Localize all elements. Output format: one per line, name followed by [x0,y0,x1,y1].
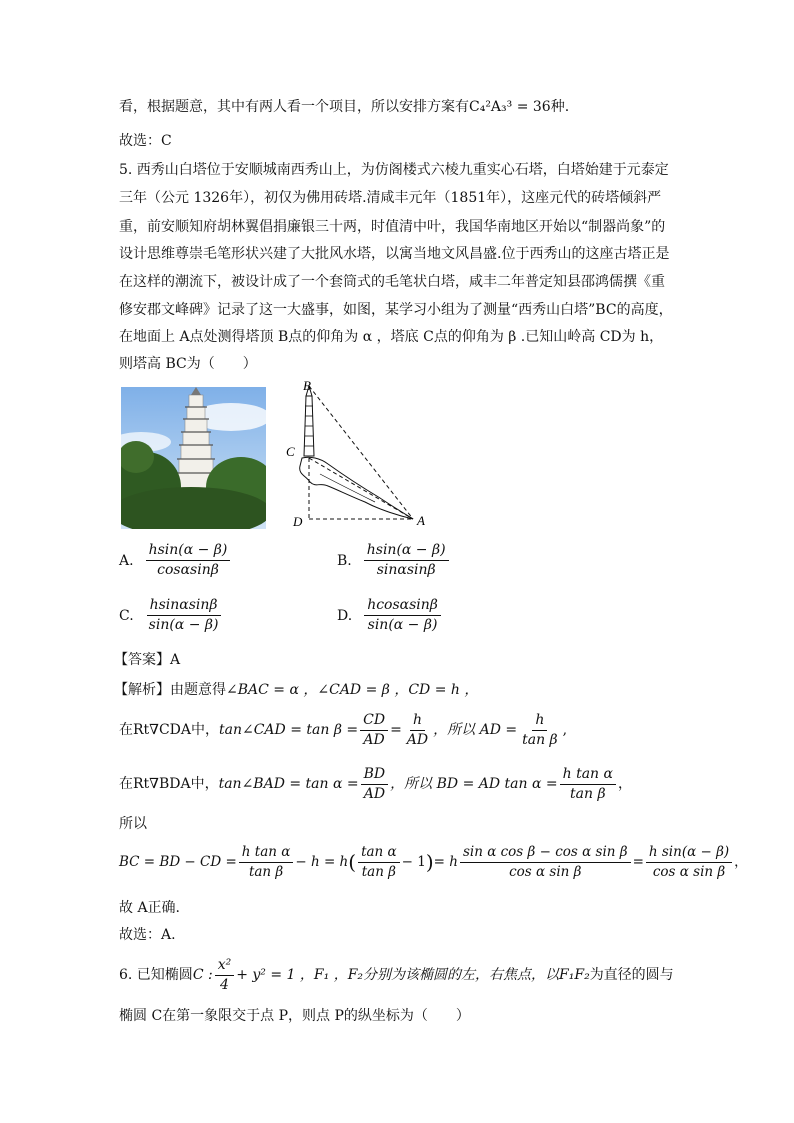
continuation-text: 看，根据题意，其中有两人看一个项目，所以安排方案有 [119,99,469,115]
analysis-line-3: 在Rt∇BDA中， tan∠BAD = tan α = $\frac{BD}{AD}$ ，所以 BD = AD tan α = $\frac{\text{h tan α}}{\text{tan β}}$ ， [119,765,632,802]
q6-line-2: 椭圆 C在第一象限交于点 P，则点 P的纵坐标为（ ） [119,1008,470,1024]
arrangement-expression: C₄²A₃³ = 36 [469,99,551,115]
label-c: C [286,444,295,459]
option-d[interactable]: D. $\frac{hcos\alpha\sin\beta}{\sin(\alpha - \beta)}$ [337,597,443,634]
q5-line-2: 三年（公元 1326年），初仅为佛用砖塔.清咸丰元年（1851年），这座元代的砖塔倾斜严 [119,190,662,206]
q5-line-1: 5. 西秀山白塔位于安顺城南西秀山上，为仿阁楼式六棱九重实心石塔，白塔始建于元泰定 [119,162,669,178]
pagoda-photo [121,387,266,529]
answer-label: 【答案】A [114,652,181,668]
q5-line-4: 设计思维尊崇毛笔形状兴建了大批风水塔，以寓当地文风昌盛.位于西秀山的这座古塔正是 [119,246,670,262]
q6-line-1: 6. 已知椭圆 C : $\frac{\text{x²}}{4}$ + y² = 1 ， F₁ ，F₂分别为该椭圆的左，右焦点，以 F₁F₂ 为直径的圆与 [119,956,674,993]
continuation-line [119,97,569,117]
analysis-line-6: 故 A正确. [119,900,181,916]
prev-answer-choice: 故选：C [119,133,172,149]
option-b[interactable]: B. $\frac{hsin(\alpha - \beta)}{\sin\alpha\sin\beta}$ [337,542,451,579]
label-d: D [293,514,303,529]
label-b: B [303,378,311,393]
q5-line-5: 在这样的潮流下，被设计成了一个套筒式的毛笔状白塔，咸丰二年普定知县邵鸿儒撰《重 [119,274,665,290]
continuation-tail: 种. [550,99,570,115]
option-c[interactable]: C. $\frac{hsin\alpha\sin\beta}{\sin(\alpha - \beta)}$ [119,597,223,634]
option-a[interactable]: A. $\frac{hsin(\alpha - \beta)}{\cos\alpha\sin\beta}$ [119,542,232,579]
analysis-line-2: 在Rt∇CDA中， tan∠CAD = tan β = $\frac{CD}{AD}$ = $\frac{h}{AD}$ ，所以 AD = $\frac{h}{\text{tan β}}$ , [119,711,568,748]
q5-line-6: 修安郡文峰碑》记录了这一大盛事，如图，某学习小组为了测量“西秀山白塔”BC的高度， [119,302,673,318]
geometry-diagram [280,378,430,530]
q5-line-3: 重，前安顺知府胡林翼倡捐廉银三十两，时值清中叶，我国华南地区开始以“制器尚象”的 [119,219,666,235]
label-a: A [417,513,425,528]
q5-line-8: 则塔高 BC为（ ） [119,356,257,372]
analysis-line-1: 【解析】由题意得∠BAC = α ，∠CAD = β ，CD = h ， [114,682,479,698]
q5-line-7: 在地面上 A点处测得塔顶 B点的仰角为 α ，塔底 C点的仰角为 β .已知山岭高 CD为 h， [119,329,664,345]
analysis-line-4: 所以 [119,816,147,832]
analysis-line-5: BC = BD − CD = $\frac{\text{h tan α}}{\text{tan β}}$ − h = h ( $\frac{\text{tan α}}{\text{tan β}}$ − 1 ) = h $\frac{\text{sin α cos β − cos α sin β}}{\text{cos α sin β}}$ = $\frac{\text{h sin(α − β)}}{\text{cos α sin β}}$ ， [119,843,748,880]
analysis-line-7: 故选：A. [119,927,176,943]
